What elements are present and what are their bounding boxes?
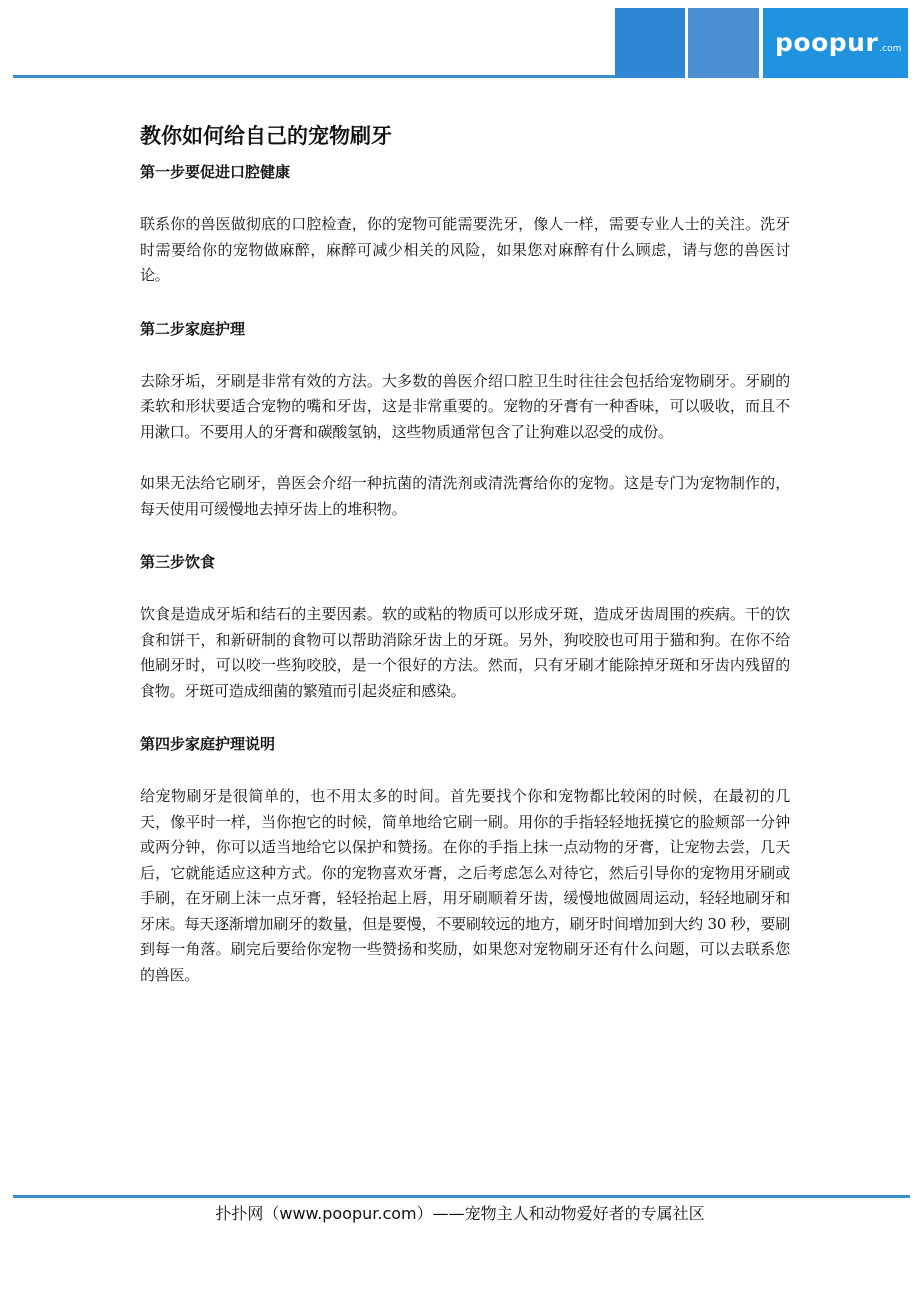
logo-tld: .com [879, 44, 902, 54]
section-heading-1: 第一步要促进口腔健康 [140, 163, 291, 181]
section-heading-4: 第四步家庭护理说明 [140, 735, 276, 753]
section-4-paragraph-1: 给宠物刷牙是很简单的，也不用太多的时间。首先要找个你和宠物都比较闲的时候，在最初的几天，像平时一样，当你抱它的时候，简单地给它刷一刷。用你的手指轻轻地抚摸它的脸颊部一分钟或两分钟，你可以适当地给它以保护和赞扬。在你的手指上抹一点动物的牙膏，让宠物去尝，几天后，它就能适应这种方式。你的宠物喜欢牙膏，之后考虑怎么对待它，然后引导你的宠物用牙刷或手刷，在牙刷上沫一点牙膏，轻轻抬起上唇，用牙刷顺着牙齿，缓慢地做圆周运动，轻轻地刷牙和牙床。每天逐渐增加刷牙的数量，但是要慢，不要刷较远的地方，刷牙时间增加到大约 30 秒，要刷到每一角落。刷完后要给你宠物一些赞扬和奖励，如果您对宠物刷牙还有什么问题，可以去联系您的兽医。 [140, 787, 790, 984]
document-body [140, 118, 790, 988]
section-2-paragraph-1: 去除牙垢，牙刷是非常有效的方法。大多数的兽医介绍口腔卫生时往往会包括给宠物刷牙。牙刷的柔软和形状要适合宠物的嘴和牙齿，这是非常重要的。宠物的牙膏有一种香味，可以吸收，而且不用漱口。不要用人的牙膏和碳酸氢钠，这些物质通常包含了让狗难以忍受的成份。 [140, 371, 790, 441]
section-heading-2: 第二步家庭护理 [140, 319, 246, 338]
footer-tagline: 扑扑网（www.poopur.com）——宠物主人和动物爱好者的专属社区 [215, 1204, 705, 1223]
section-3-paragraph-1: 饮食是造成牙垢和结石的主要因素。软的或粘的物质可以形成牙斑，造成牙齿周围的疾病。干的饮食和饼干，和新研制的食物可以帮助消除牙齿上的牙斑。另外，狗咬胶也可用于猫和狗。在你不给他刷牙时，可以咬一些狗咬胶，是一个很好的方法。然而，只有牙刷才能除掉牙斑和牙齿内残留的食物。牙斑可造成细菌的繁殖而引起炎症和感染。 [140, 605, 790, 700]
poopur-logo [775, 28, 905, 62]
section-2-paragraph-2: 如果无法给它刷牙，兽医会介绍一种抗菌的清洗剂或清洗膏给你的宠物。这是专门为宠物制作的，每天使用可缓慢地去掉牙齿上的堆积物。 [140, 474, 790, 518]
header-block-1 [615, 8, 685, 78]
section-1-paragraph-1: 联系你的兽医做彻底的口腔检查，你的宠物可能需要洗牙，像人一样，需要专业人士的关注。洗牙时需要给你的宠物做麻醉，麻醉可减少相关的风险，如果您对麻醉有什么顾虑，请与您的兽医讨论。 [140, 215, 790, 284]
logo-wordmark: poopur [775, 28, 879, 57]
document-title: 教你如何给自己的宠物刷牙 [140, 124, 392, 148]
section-heading-3: 第三步饮食 [140, 553, 216, 571]
header-rule [13, 75, 615, 78]
footer-rule [13, 1195, 910, 1198]
header-block-2 [688, 8, 759, 78]
